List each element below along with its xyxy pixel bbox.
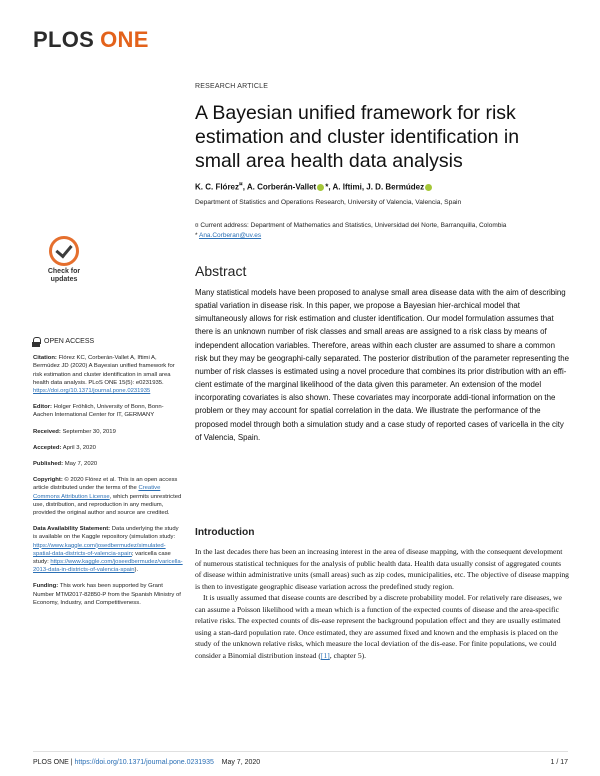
affiliation: Department of Statistics and Operations Research, University of Valencia, Valencia, Spain (195, 199, 462, 206)
author-1-mark: ¤ (239, 181, 243, 188)
logo-one: ONE (100, 27, 149, 52)
check-line-1: Check for (47, 268, 81, 275)
article-type: RESEARCH ARTICLE (195, 83, 269, 90)
address-block (195, 221, 506, 240)
footer-divider (33, 751, 568, 752)
data-availability-text-2: ; varicella case study: (33, 550, 171, 566)
footer-doi-link[interactable]: https://doi.org/10.1371/journal.pone.0231935 (74, 759, 214, 766)
citation-doi-link[interactable]: https://doi.org/10.1371/journal.pone.0231935 (33, 388, 151, 395)
data-availability-text: Data underlying the study is available on the Kaggle repository (simulation study: (33, 526, 179, 541)
published (33, 460, 183, 468)
page-number: 1 / 17 (550, 759, 568, 766)
check-for-updates-button[interactable] (38, 236, 90, 292)
article-info-sidebar (33, 337, 183, 615)
introduction-text (195, 546, 569, 661)
footer-date: May 7, 2020 (221, 759, 261, 766)
corresponding-email-link[interactable]: Ana.Corberan@uv.es (198, 231, 262, 239)
copyright-label: Copyright: (33, 477, 63, 484)
intro-paragraph-1: In the last decades there has been an increasing interest in the area of disease mapping, with the consequent development of numerous statistical techniques for the analysis of public health data. Health data usually consist of aggregated counts of disease within administrative units (small areas) such as zip codes, municipalities, etc. The objective of disease mapping is then to investigate geographic disease variation across the predefined study region. (195, 547, 569, 591)
check-line-2: updates (50, 276, 78, 283)
journal-logo[interactable] (33, 27, 149, 53)
intro-paragraph-2-text: It is usually assumed that disease counts are described by a discrete probability model. For relatively rare diseases, we can assume a Poisson likelihood with a mean which is a function of the expected counts of disease and the area-specific relative risks. The expected counts of dis-ease represent the background population effect and they are usually estimated using a stan-dard population rate. Once estimated, they are assumed fixed and known and the emphasis is placed on the study of the unknown relative risks, which measure the local deviation of the dis-ease. For finite populations, we could consider a Binomial distribution instead ( (195, 593, 562, 660)
editor-text: Holger Fröhlich, University of Bonn, Bonn-Aachen International Center for IT, GERMANY (33, 404, 164, 419)
copyright (33, 476, 183, 517)
copyright-text: © 2020 Flórez et al. This is an open access article distributed under the terms of the (33, 477, 178, 492)
check-for-updates-label (38, 268, 90, 284)
orcid-icon[interactable] (317, 184, 324, 191)
intro-paragraph-2-end: , chapter 5). (329, 650, 367, 660)
author-list (195, 181, 433, 192)
accepted (33, 444, 183, 452)
published-label: Published: (33, 461, 64, 468)
abstract-text: Many statistical models have been proposed to analyse small area disease data with the aim of describing spatial variation in disease risk. In this paper, we propose a Bayesian hier-archical model that simultaneously allows for risk estimation and cluster identification. Our model formulation assumes that there is an unknown number of risk classes and small areas are assigned to a risk class by means of independent allocation variables. Therefore, areas within each cluster are assumed to share a common risk but they may be geographi-cally separated. The posterior distribution of the parameter representing the number of risk classes is estimated using a novel procedure that combines its prior distribution with an effi-cient estimate of the marginal likelihood of the data given this parameter. An extension of the model incorporating covariates is also shown. These covariates may incorporate addi-tional information on the problem or they may account for spatial correlation in the data. We illustrate the performance of the proposed model through both a simulation study and a case study of reported cases of varicella in the city of Valencia, Spain. (195, 288, 569, 442)
reference-link[interactable]: [1] (320, 650, 330, 660)
article-title: A Bayesian unified framework for risk estimation and cluster identification in small area health data analysis (195, 102, 520, 172)
data-availability-label: Data Availability Statement: (33, 526, 111, 533)
author-2-mark: * (325, 182, 329, 192)
orcid-icon[interactable] (425, 184, 432, 191)
footer-journal: PLOS ONE (33, 759, 69, 766)
check-for-updates-icon (49, 236, 79, 266)
received (33, 428, 183, 436)
varicella-data-link[interactable]: https://www.kaggle.com/joseedbermudez/varicella-2013-data-in-districts-of-valencia-spain (33, 559, 183, 574)
author-1[interactable]: K. C. Flórez (195, 182, 240, 192)
page-footer (33, 759, 568, 766)
corresponding-author (195, 231, 506, 241)
published-date: May 7, 2020 (63, 461, 98, 468)
editor (33, 403, 183, 419)
citation-label: Citation: (33, 355, 57, 362)
open-access-badge[interactable] (33, 337, 183, 346)
footer-separator: | (68, 759, 75, 766)
introduction-heading: Introduction (195, 527, 255, 538)
received-date: September 30, 2019 (60, 428, 116, 435)
current-address: ¤ Current address: Department of Mathematics and Statistics, Universidad del Norte, Barranquilla, Colombia (195, 222, 507, 229)
open-access-lock-icon (33, 337, 41, 344)
citation (33, 354, 183, 395)
funding-label: Funding: (33, 583, 59, 590)
citation-text: Flórez KC, Corberán-Vallet A, Iftimi A, Bermúdez JD (2020) A Bayesian unified framework for risk estimation and cluster identification in small area health data analysis. PLoS ONE 15(5): e0231935. (33, 355, 175, 386)
received-label: Received: (33, 428, 61, 435)
corresponding-mark: * (195, 231, 199, 239)
data-availability (33, 525, 183, 574)
license-link[interactable]: Creative Commons Attribution License (33, 485, 161, 500)
funding (33, 582, 183, 607)
logo-plos: PLOS (33, 27, 95, 52)
simulation-data-link[interactable]: https://www.kaggle.com/josedbermudez/simulated-spatial-data-districts-of-valencia-spain (33, 542, 166, 557)
accepted-date: April 3, 2020 (61, 444, 96, 451)
author-3-4[interactable]: , A. Iftimi, J. D. Bermúdez (328, 182, 425, 192)
data-availability-text-3: ). (134, 567, 139, 574)
editor-label: Editor: (33, 404, 52, 411)
intro-paragraph-2 (195, 592, 569, 661)
accepted-label: Accepted: (33, 444, 62, 451)
copyright-text-end: , which permits unrestricted use, distribution, and reproduction in any medium, provided the original author and source are credited. (33, 493, 182, 517)
author-2[interactable]: , A. Corberán-Vallet (242, 182, 317, 192)
funding-text: This work has been supported by Grant Number MTM2017-82850-P from the Spanish Ministry of Economy, Industry, and Competitiveness. (33, 583, 181, 606)
abstract-heading: Abstract (195, 263, 247, 279)
open-access-label: OPEN ACCESS (44, 338, 95, 345)
